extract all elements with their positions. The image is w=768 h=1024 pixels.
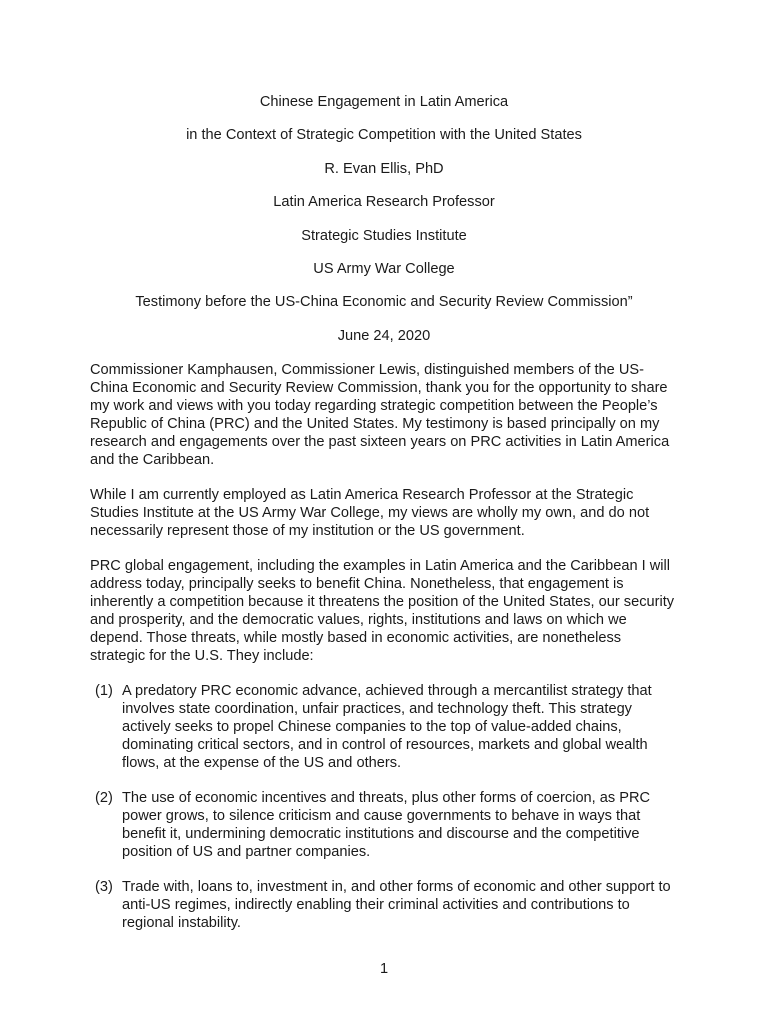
document-subtitle: in the Context of Strategic Competition with the United States [186,127,582,144]
list-item-text: The use of economic incentives and threats, plus other forms of coercion, as PRC power grows, to silence criticism and cause governments to behave in ways that benefit it, undermining democratic institutions and discourse and the competitive position of US and partner companies. [122,790,651,860]
list-item [95,789,680,861]
list-item-text: A predatory PRC economic advance, achieved through a mercantilist strategy that involves state coordination, unfair practices, and technology theft. This strategy actively seeks to propel Chinese companies to the top of value-added chains, dominating critical sectors, and in control of resources, markets and global wealth flows, at the expense of the US and others. [122,683,652,771]
body-paragraph: Commissioner Kamphausen, Commissioner Lewis, distinguished members of the US-China Economic and Security Review Commission, thank you for the opportunity to share my work and views with you today regarding strategic competition between the People’s Republic of China (PRC) and the United States. My testimony is based principally on my research and engagements over the past sixteen years on PRC activities in Latin America and the Caribbean. [90,362,670,468]
author-name: R. Evan Ellis, PhD [324,160,444,177]
page-number: 1 [379,961,389,977]
title-block [0,93,768,360]
document-title: Chinese Engagement in Latin America [259,94,509,110]
author-college: US Army War College [313,260,455,277]
body-paragraph: While I am currently employed as Latin America Research Professor at the Strategic Studies Institute at the US Army War College, my views are wholly my own, and do not necessarily represent those of my institution or the US government. [90,487,650,539]
author-position: Latin America Research Professor [273,194,495,211]
testimony-line: Testimony before the US-China Economic and Security Review Commission” [135,294,633,311]
list-item [95,878,680,932]
body-paragraph: PRC global engagement, including the examples in Latin America and the Caribbean I will address today, principally seeks to benefit China. Nonetheless, that engagement is inherently a competition because it threatens the position of the United States, our security and prosperity, and the democratic values, rights, institutions and laws on which we depend. Those threats, while mostly based in economic activities, are nonetheless strategic for the U.S. They include: [90,558,675,664]
author-institute: Strategic Studies Institute [301,227,467,244]
list-item [95,682,680,772]
document-date: June 24, 2020 [337,327,431,344]
list-item-text: Trade with, loans to, investment in, and other forms of economic and other support to anti-US regimes, indirectly enabling their criminal activities and contributions to regional instability. [122,879,671,931]
document-body [90,361,680,949]
threats-list [90,682,680,932]
list-marker: (1) [95,683,113,699]
list-marker: (2) [95,790,113,806]
list-marker: (3) [95,879,113,895]
